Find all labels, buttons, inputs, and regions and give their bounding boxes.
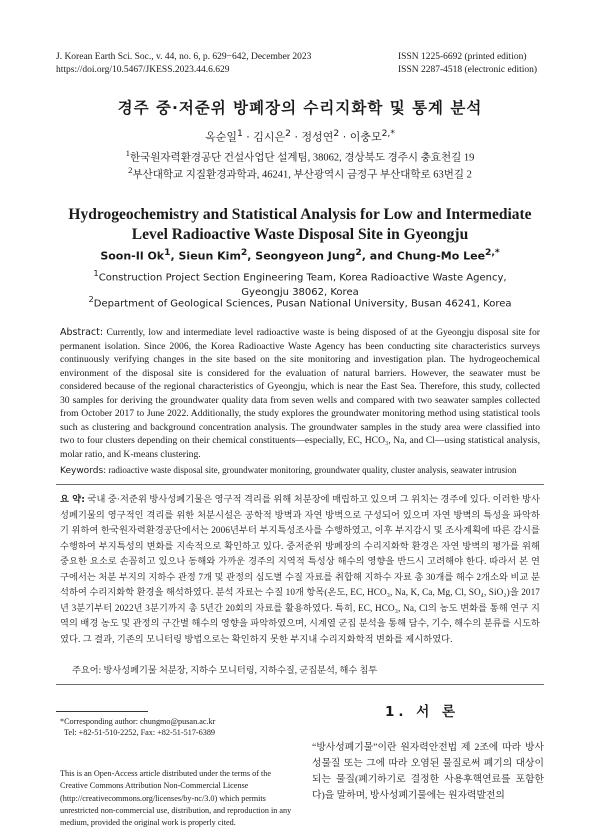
korean-title: 경주 중·저준위 방폐장의 수리지화학 및 통계 분석: [117, 99, 483, 117]
journal-line: J. Korean Earth Sci. Soc., v. 44, no. 6, p. 629−642, December 2023: [56, 52, 312, 62]
author-sup: 1: [164, 247, 171, 258]
section-body: “방사성폐기물”이란 원자력안전법 제 2조에 따라 방사성물질 또는 그에 따라 오염된 물질로써 폐기의 대상이 되는 물질(폐기하기로 결정한 사용후핵연료를 포함한다)을 말하며, 방사성폐기물에는 원자력발전의: [312, 742, 544, 801]
author-separator: ·: [294, 130, 298, 144]
english-authors: [0, 247, 600, 263]
issn-block: [398, 51, 537, 77]
author-sup: 2: [240, 247, 248, 258]
journal-citation: [56, 51, 311, 77]
keywords-label: Keywords:: [60, 466, 107, 476]
author-name: Chung-Mo Lee: [396, 249, 486, 263]
affiliation-sup: 1: [125, 148, 130, 158]
divider: [56, 684, 544, 685]
affiliation-sup: 2: [88, 294, 94, 304]
korean-affiliation-2: [0, 165, 600, 182]
english-title: [40, 205, 560, 245]
author-name: 김시은: [253, 130, 286, 144]
korean-abstract-label: 요 약:: [60, 494, 86, 505]
affiliation-sup: 1: [93, 268, 99, 278]
korean-affiliation-1: [0, 148, 600, 165]
doi-link[interactable]: https://doi.org/10.5467/JKESS.2023.44.6.629: [56, 65, 230, 75]
author-sup: 1: [236, 128, 243, 139]
korean-keywords-text: 방사성폐기물 처분장, 지하수 모니터링, 지하수질, 군집분석, 해수 침투: [103, 665, 378, 675]
author-name: 옥순일: [205, 130, 237, 144]
author-separator: , and: [361, 249, 397, 263]
abstract-label: Abstract:: [60, 327, 104, 338]
korean-abstract: [60, 492, 540, 647]
author-separator: ,: [170, 249, 179, 263]
keywords: [60, 464, 540, 478]
author-separator: ,: [247, 249, 256, 263]
footnote-rule: [56, 711, 148, 712]
english-affiliation-2: [80, 292, 520, 311]
author-sup: 2,*: [485, 247, 500, 258]
author-sup: 2: [355, 247, 362, 258]
abstract: [60, 326, 540, 461]
korean-abstract-text: 국내 중·저준위 방사성폐기물은 영구적 격리를 위해 처분장에 매립하고 있으며 그 위치는 경주에 있다. 이러한 방사성폐기물의 영구적인 격리를 위한 처분시설은 공학적 방벽과 자연 방벽으로 구성되어 있으며 자연 방벽의 특성을 파악하기 위하여 한국원자력환경공단에서는 2006년부터 부지특성조사를 수행하였고, 이후 부지감시 및 조사계획에 따른 감시를 수행하여 부지특성의 변화를 지속적으로 확인하고 있다. 중저준위 방폐장의 수리지화학 환경은 자연 방벽의 평가를 위해 중요한 요소로 손꼽히고 있으나 동해와 가까운 경주의 지역적 특성상 해수의 영향을 반드시 고려해야 한다. 따라서 본 연구에서는 처분 부지의 지하수 관정 7개 및 관정의 심도별 수질 자료를 취합해 지하수 자료 총 30개를 해수 2개소와 비교 분석하여 수리지화학 환경을 해석하였다. 분석 자료는 수질 10개 항목(온도, EC, HCO₃, Na, K, Ca, Mg, Cl, SO₄, SiO₂)을 2017년 3분기부터 2022년 3분기까지 총 5년간 20회의 자료를 활용하였다. 특히, EC, HCO₃, Na, Cl의 농도 변화를 통해 연구 지역의 배경 농도 및 관정의 구간별 해수의 영향을 파악하였으며, 시계열 군집 분석을 통해 담수, 기수, 해수의 분류를 시도하였다. 그 결과, 기존의 모니터링 방법으로는 확인하지 못한 부지내 수리지화학적 변화를 제시하였다.: [60, 494, 540, 644]
author-name: Seongyeon Jung: [255, 249, 356, 263]
corresponding-author: *Corresponding author: chungmo@pusan.ac.kr: [60, 717, 216, 726]
english-title-line2: Level Radioactive Waste Disposal Site in Gyeongju: [131, 226, 469, 243]
section-title: 1. 서 론: [384, 704, 459, 720]
author-name: Sieun Kim: [178, 249, 241, 263]
keywords-text: radioactive waste disposal site, groundwater monitoring, groundwater quality, cluster analysis, seawater intrusion: [108, 465, 517, 475]
license-text: This is an Open-Access article distributed under the terms of the Creative Commons Attribution Non-Commercial License (http://creativecommons.org/licenses/by-nc/3.0) which permits unrestricted non-commercial use, distribution, and reproduction in any medium, provided the original work is properly cited.: [60, 769, 292, 828]
issn-electronic: ISSN 2287-4518 (electronic edition): [398, 65, 538, 75]
tel-fax: Tel: +82-51-510-2252, Fax: +82-51-517-6389: [64, 728, 216, 737]
affiliation-text: 부산대학교 지질환경과학과, 46241, 부산광역시 금정구 부산대학로 63번길 2: [132, 169, 472, 181]
footnote: [60, 716, 300, 738]
divider: [56, 484, 544, 485]
author-sup: 2: [285, 128, 291, 139]
author-name: 정성연: [301, 130, 334, 144]
korean-authors: [0, 128, 600, 145]
affiliation-text: Department of Geological Sciences, Pusan National University, Busan 46241, Korea: [93, 298, 512, 310]
author-name: Soon-Il Ok: [100, 249, 165, 263]
affiliation-sup: 2: [128, 165, 133, 175]
abstract-text: Currently, low and intermediate level radioactive waste is being disposed of at the Gyeongju disposal site for permanent isolation. Since 2006, the Korea Radioactive Waste Agency has been conducting site characteristics surveys continuously verifying changes in the site based on the site monitoring and investigation plan. The hydrogeochemical environment of the disposal site is considered for the evaluation of natural barriers. However, the seawater must be considered because of the regional characteristics of Gyeongju, which is near the East Sea. Therefore, this study, collected 30 samples for deriving the groundwater quality data from seven wells and compared with two seawater samples collected from October 2017 to June 2022. Additionally, the study explores the groundwater monitoring method using statistical tools such as clustering and background concentration analysis. The groundwater samples in the study area were classified into two to four clusters depending on their chemical constituents—especially, EC, HCO₃, Na, and Cl—using statistical analysis, molar ratio, and K-means clustering.: [60, 327, 540, 460]
author-sup: 2: [333, 128, 340, 139]
affiliation-line: Construction Project Section Engineering Team, Korea Radioactive Waste Agency,: [98, 272, 507, 284]
author-sup: 2,*: [381, 128, 395, 139]
author-separator: ·: [342, 130, 347, 144]
english-title-line1: Hydrogeochemistry and Statistical Analysis for Low and Intermediate: [68, 206, 532, 223]
issn-print: ISSN 1225-6692 (printed edition): [398, 52, 527, 62]
korean-keywords: [72, 662, 542, 676]
author-separator: ·: [246, 130, 250, 144]
affiliation-line: Gyeongju 38062, Korea: [241, 287, 359, 299]
author-name: 이충모: [349, 130, 382, 144]
korean-keywords-label: 주요어:: [72, 665, 102, 675]
affiliation-text: 한국원자력환경공단 건설사업단 설계팀, 38062, 경상북도 경주시 충효천길 19: [129, 152, 475, 164]
